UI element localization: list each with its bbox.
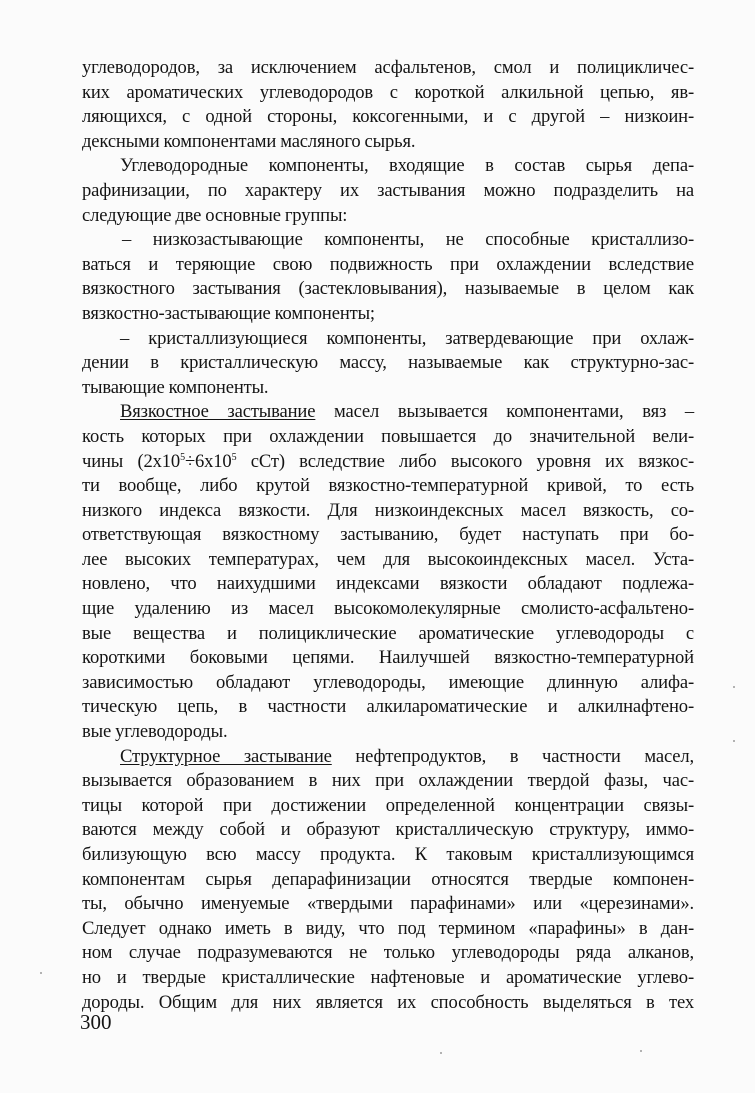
paragraph-structural-solidification [82, 745, 694, 1016]
text-line: ких ароматических углеводородов с короткой алкильной цепью, яв- [82, 81, 694, 103]
text-line: короткими боковыми цепями. Наилучшей вязкостно-температурной [82, 647, 694, 669]
text-line: ти вообще, либо крутой вязкостно-температурной кривой, то есть [82, 475, 694, 497]
text-line: тическую цепь, в частности алкилароматические и алкилнафтено- [82, 696, 694, 718]
list-item-viscous [82, 228, 694, 326]
text-line: вызывается образованием в них при охлаждении твердой фазы, час- [82, 770, 694, 792]
text-line: дении в кристаллическую массу, называемые как структурно-зас- [82, 352, 694, 374]
text-line: ляющихся, с одной стороны, коксогенными, и с другой – низкоин- [82, 106, 694, 128]
text-line: ты, обычно именуемые «твердыми парафинами» или «церезинами». [82, 893, 694, 915]
text-line: дексными компонентами масляного сырья. [82, 130, 416, 152]
text-line: дороды. Общим для них является их способность выделяться в тех [82, 991, 694, 1013]
text-line: рафинизации, по характеру их застывания можно подразделить на [82, 179, 694, 201]
text-line: тицы которой при достижении определенной концентрации связы- [82, 794, 694, 816]
text-fragment: сСт) вследствие либо высокого уровня их вязкос- [236, 450, 694, 472]
text-line: ответствующая вязкостному застыванию, будет наступать при бо- [82, 524, 694, 546]
text-line: лее высоких температурах, чем для высокоиндексных масел. Уста- [82, 548, 694, 570]
text-line: компонентам сырья депарафинизации относятся твердые компонен- [82, 868, 694, 890]
text-fragment: ÷6х10 [184, 450, 232, 472]
term-viscous-solidification: Вязкостное застывание [120, 401, 316, 423]
text-line: следующие две основные группы: [82, 204, 348, 226]
superscript: 5 [180, 451, 185, 463]
text-line: низкого индекса вязкости. Для низкоиндексных масел вязкость, со- [82, 499, 694, 521]
body-text [82, 56, 694, 1015]
text-line: новлено, что наихудшими индексами вязкости обладают подлежа- [82, 573, 694, 595]
text-line: зависимостью обладают углеводороды, имеющие длинную алифа- [82, 671, 694, 693]
text-line: ваться и теряющие свою подвижность при охлаждении вследствие [82, 253, 694, 275]
text-line [82, 450, 694, 475]
text-fragment: чины (2х10 [82, 450, 181, 472]
text-line: вязкостно-застывающие компоненты; [82, 302, 375, 324]
text-line: билизующую всю массу продукта. К таковым кристаллизующимся [82, 844, 694, 865]
text-line: но и твердые кристаллические нафтеновые и ароматические углево- [82, 966, 694, 988]
text-line: вые вещества и полициклические ароматические углеводороды с [82, 622, 694, 644]
text-line: ваются между собой и образуют кристаллическую структуру, иммо- [82, 819, 694, 841]
text-line: кость которых при охлаждении повышается до значительной вели- [82, 425, 694, 447]
superscript: 5 [231, 451, 237, 463]
paragraph-1 [82, 56, 694, 154]
text-line: Углеводородные компоненты, входящие в состав сырья депа- [120, 155, 694, 177]
text-line [82, 745, 694, 770]
text-line: тывающие компоненты. [82, 376, 269, 398]
scan-speck [733, 740, 735, 742]
text-fragment: масел вызывается компонентами, вяз – [315, 401, 694, 423]
list-item-structural [82, 327, 694, 401]
text-line: щие удалению из масел высокомолекулярные смолисто-асфальтено- [82, 598, 694, 620]
text-line: – кристаллизующиеся компоненты, затвердевающие при охлаж- [120, 327, 694, 349]
text-line: вязкостного застывания (застекловывания), называемые в целом как [82, 278, 694, 300]
scan-speck [733, 686, 735, 688]
text-line: ном случае подразумеваются не только углеводороды ряда алканов, [82, 942, 694, 964]
term-structural-solidification: Структурное застывание [120, 745, 332, 767]
scan-speck [440, 1052, 442, 1054]
text-line: углеводородов, за исключением асфальтенов, смол и полицикличес- [82, 57, 694, 78]
text-line: вые углеводороды. [82, 721, 228, 743]
text-line [82, 400, 694, 425]
page-number: 300 [80, 1010, 112, 1034]
scan-speck [640, 1050, 642, 1052]
text-fragment: нефтепродуктов, в частности масел, [331, 745, 695, 767]
paragraph-viscous-solidification [82, 400, 694, 744]
paragraph-2 [82, 154, 694, 228]
scan-speck [40, 972, 42, 974]
text-line: Следует однако иметь в виду, что под термином «парафины» в дан- [82, 917, 694, 939]
text-line: – низкозастывающие компоненты, не способные кристаллизо- [122, 229, 694, 251]
